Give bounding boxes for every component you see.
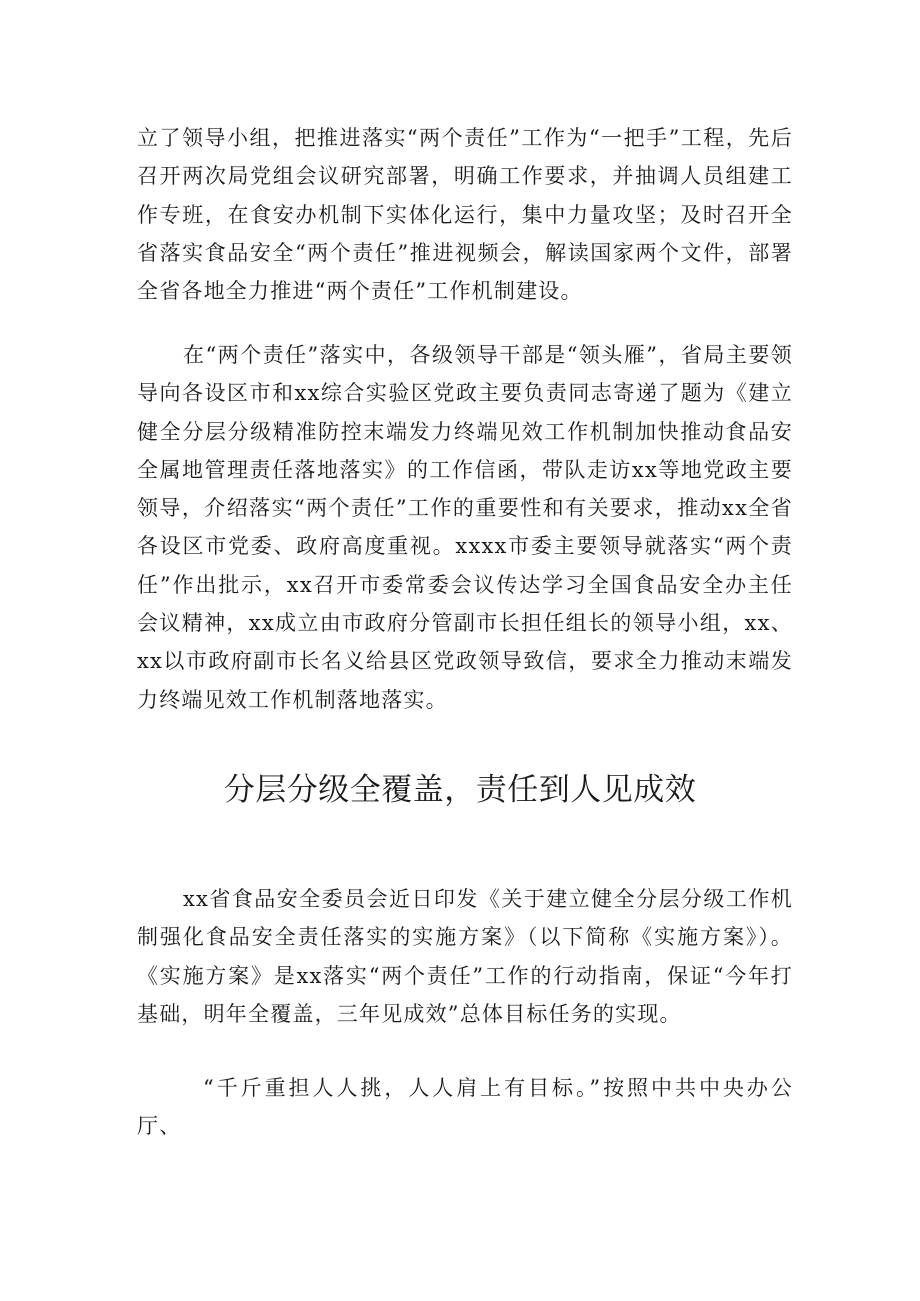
body-paragraph-leadership: 在“两个责任”落实中，各级领导干部是“领头雁”，省局主要领导向各设区市和xx综合实验区党政主要负责同志寄递了题为《建立健全分层分级精准防控末端发力终端见效工作机制加快推动食品安全属地管理责任落地落实》的工作信函，带队走访xx等地党政主要领导，介绍落实“两个责任”工作的重要性和有关要求，推动xx全省各设区市党委、政府高度重视。xxxx市委主要领导就落实“两个责任”作出批示，xx召开市委常委会议传达学习全国食品安全办主任会议精神，xx成立由市政府分管副市长担任组长的领导小组，xx、xx以市政府副市长名义给县区党政领导致信，要求全力推动末端发力终端见效工作机制落地落实。 bbox=[137, 343, 793, 712]
body-paragraph-implementation-plan: xx省食品安全委员会近日印发《关于建立健全分层分级工作机制强化食品安全责任落实的实施方案》（以下简称《实施方案》）。《实施方案》是xx落实“两个责任”工作的行动指南，保证“今年打基础，明年全覆盖，三年见成效”总体目标任务的实现。 bbox=[137, 887, 793, 1026]
body-paragraph-continued: 立了领导小组，把推进落实“两个责任”工作为“一把手”工程，先后召开两次局党组会议研究部署，明确工作要求，并抽调人员组建工作专班，在食安办机制下实体化运行，集中力量攻坚；及时召开全省落实食品安全“两个责任”推进视频会，解读国家两个文件，部署全省各地全力推进“两个责任”工作机制建设。 bbox=[137, 126, 793, 304]
section-heading: 分层分级全覆盖，责任到人见成效 bbox=[223, 772, 697, 808]
body-paragraph-responsibility: “千斤重担人人挑，人人肩上有目标。”按照中共中央办公厅、 bbox=[137, 1076, 793, 1139]
